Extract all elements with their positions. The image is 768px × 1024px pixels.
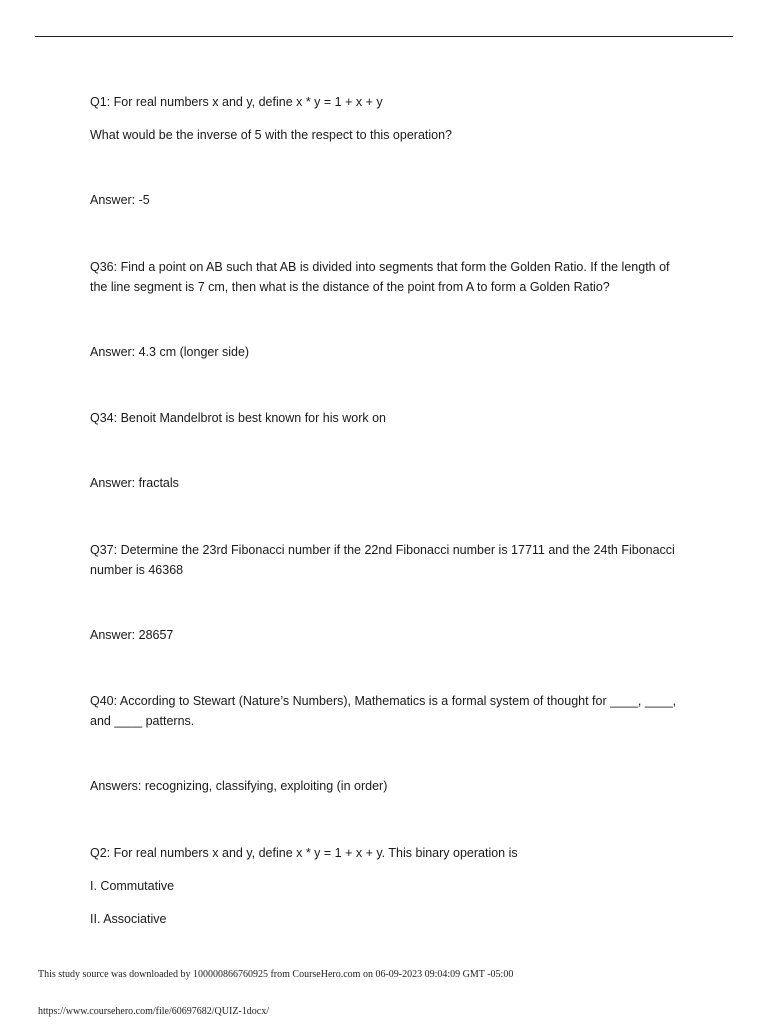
q40-answer: Answers: recognizing, classifying, exploiting (in order) — [90, 779, 388, 793]
q37-answer: Answer: 28657 — [90, 628, 174, 642]
q1-answer: Answer: -5 — [90, 193, 150, 207]
q1-prompt: What would be the inverse of 5 with the respect to this operation? — [90, 128, 453, 142]
q2-question: Q2: For real numbers x and y, define x * y = 1 + x + y. This binary operation is — [90, 846, 518, 860]
q40-question: Q40: According to Stewart (Nature’s Numbers), Mathematics is a formal system of thought for ____, ____, and ____ patterns. — [90, 694, 677, 728]
q36-answer: Answer: 4.3 cm (longer side) — [90, 345, 250, 359]
q34-answer: Answer: fractals — [90, 476, 179, 490]
q2-option-2: II. Associative — [90, 912, 167, 926]
q34-question: Q34: Benoit Mandelbrot is best known for his work on — [90, 411, 386, 425]
q36-question: Q36: Find a point on AB such that AB is divided into segments that form the Golden Ratio. If the length of the line segment is 7 cm, then what is the distance of the point from A to form a Golden Ratio? — [90, 260, 670, 294]
header-divider — [35, 36, 733, 37]
q37-question: Q37: Determine the 23rd Fibonacci number if the 22nd Fibonacci number is 17711 and the 24th Fibonacci number is 46368 — [90, 543, 675, 577]
q1-question: Q1: For real numbers x and y, define x * y = 1 + x + y — [90, 95, 383, 109]
source-url[interactable]: https://www.coursehero.com/file/60697682/QUIZ-1docx/ — [38, 1006, 269, 1017]
download-notice: This study source was downloaded by 100000866760925 from CourseHero.com on 06-09-2023 09:04:09 GMT -05:00 — [38, 969, 514, 980]
q2-option-1: I. Commutative — [90, 879, 175, 893]
